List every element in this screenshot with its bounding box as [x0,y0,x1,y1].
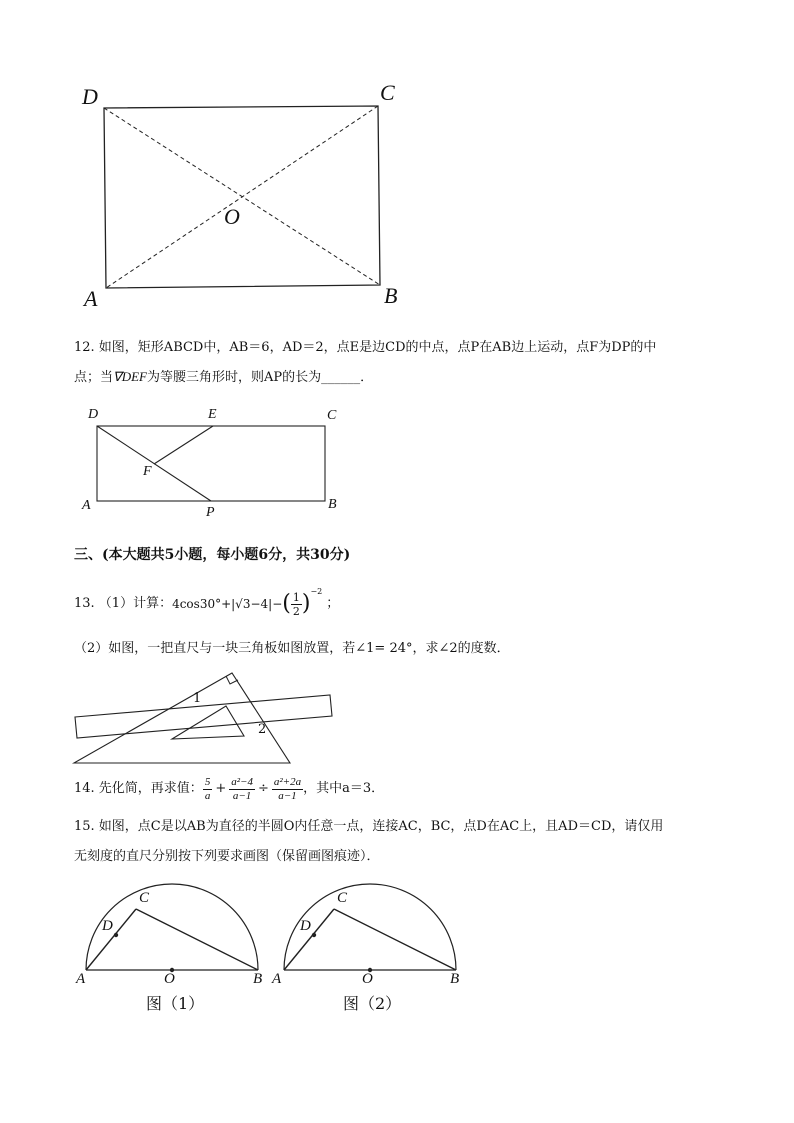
q14-f2-den: a−1 [232,789,252,802]
q15-semicircle-figures [0,870,794,1010]
q12-line2-pre: 点；当 [74,370,114,385]
q13-angle-2: 2 [258,722,267,737]
fig2-caption: 图（2） [343,994,402,1013]
label-b: B [384,283,398,308]
q15-line2: 无刻度的直尺分别按下列要求画图（保留画图痕迹）． [74,849,380,864]
q12-label-a: A [82,498,91,513]
q13-exponent: −2 [310,587,323,596]
fig2-label-b: B [450,971,460,987]
fig1-label-c: C [139,890,150,906]
q13-frac-den: 2 [292,604,300,618]
q13-paren-right: ) [301,591,311,616]
q12-label-p: P [206,505,215,520]
q12-label-f: F [143,464,152,479]
q14-prefix: 14. 先化简，再求值： [74,781,203,796]
q13-paren-left: ( [282,591,291,616]
q14-f2-num: a²−4 [231,775,253,788]
section-3-header: 三、(本大题共5小题，每小题6分，共30分) [74,547,351,563]
fig1-label-o: O [164,971,175,987]
q12-rectangle-figure [0,400,794,520]
q14-fraction-1 [203,776,213,803]
q13-angle-1: 1 [193,691,202,706]
fig2-label-a: A [272,971,282,987]
q12-label-e: E [208,407,217,422]
q13-frac-num: 1 [292,590,300,604]
q14-op-divide: ÷ [257,781,269,796]
q12-label-d: D [88,407,99,422]
fig2-label-d: D [300,918,311,934]
q14-fraction-3 [272,776,303,803]
fig1-caption: 图（1） [146,994,205,1013]
fig2-label-o: O [362,971,373,987]
q13-fraction [291,591,302,618]
rectangle-abcd-drawing [0,0,794,330]
fig1-label-b: B [253,971,263,987]
q12-triangle-def: ∇DEF [113,369,147,384]
question-14 [74,770,384,808]
q13-part1 [74,584,339,624]
q13-ruler-triangle-figure [0,665,794,775]
q12-line1: 12. 如图，矩形ABCD中，AB＝6，AD＝2，点E是边CD的中点，点P在AB边上运动，点F为DP的中 [74,340,657,355]
q12-line2 [74,368,373,387]
q14-fraction-2 [229,776,255,803]
label-a: A [84,286,98,311]
label-o: O [224,204,240,229]
q14-f1-num: 5 [204,775,211,788]
label-d: D [82,84,98,109]
q12-label-b: B [328,497,337,512]
q12-line2-post: 为等腰三角形时，则AP的长为______． [146,370,374,385]
q15-line1: 15. 如图，点C是以AB为直径的半圆O内任意一点，连接AC，BC，点D在AC上，且AD＝CD，请仅用 [74,819,664,834]
q14-f3-den: a−1 [278,789,297,802]
q14-suffix: ，其中a＝3． [303,781,385,796]
q13-part1-end: ； [326,596,340,611]
q13-part1-expr: 4cos30°+|√3−4|− [172,597,283,611]
q12-label-c: C [327,408,337,423]
q14-f3-num: a²+2a [273,775,302,788]
q13-part2: （2）如图，一把直尺与一块三角板如图放置，若∠1= 24°，求∠2的度数． [74,641,510,656]
q13-part1-prefix: 13. （1）计算： [74,596,173,611]
fig1-label-a: A [76,971,86,987]
fig1-label-d: D [102,918,113,934]
q14-op-plus: + [215,781,227,796]
q14-f1-den: a [204,789,211,802]
label-c: C [380,80,395,105]
fig2-label-c: C [337,890,348,906]
